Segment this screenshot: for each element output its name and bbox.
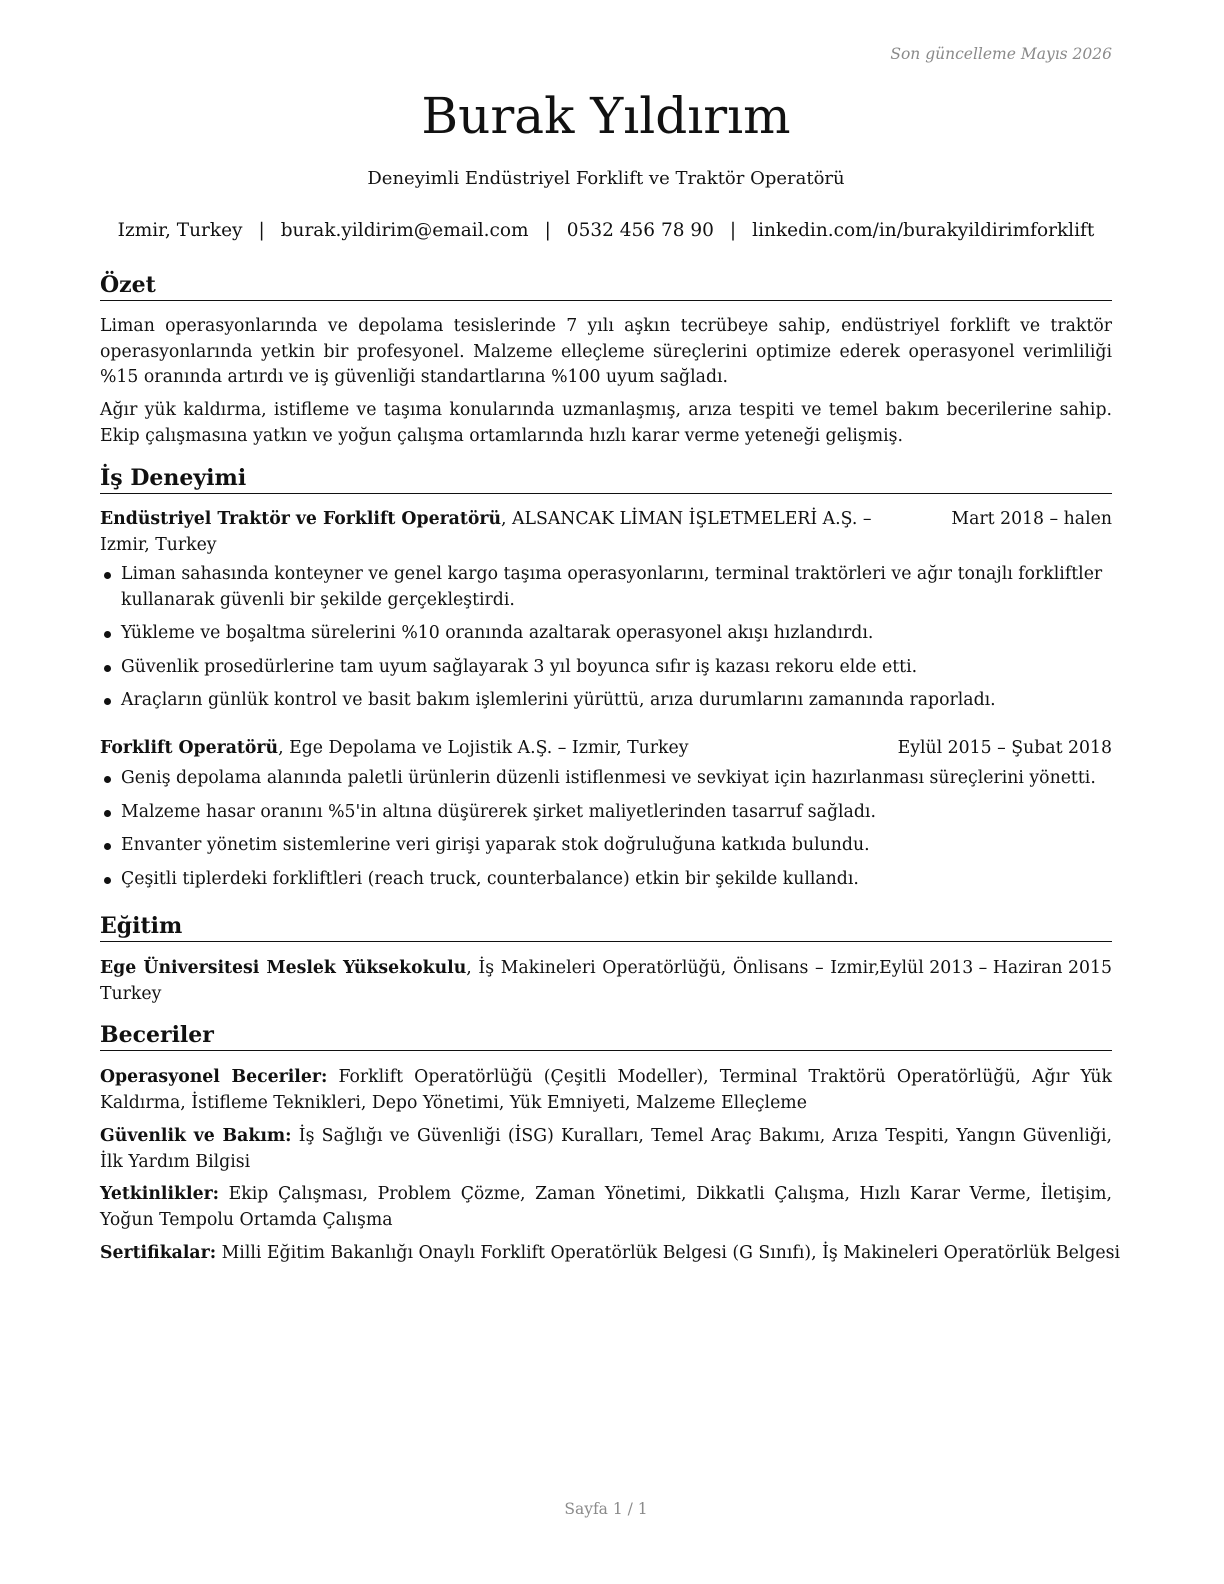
education-dates: Eylül 2013 – Haziran 2015 xyxy=(879,958,1112,978)
candidate-name: Burak Yıldırım xyxy=(421,87,791,145)
section-title-experience: İş Deneyimi xyxy=(100,464,1112,494)
contact-location: Izmir, Turkey xyxy=(117,220,243,241)
job-bullets xyxy=(100,766,1112,900)
job-header xyxy=(100,507,1112,558)
contact-email[interactable]: burak.yildirim@email.com xyxy=(280,220,529,241)
last-updated: Son güncelleme Mayıs 2026 xyxy=(890,45,1112,63)
job-dates: Mart 2018 – halen xyxy=(951,509,1112,529)
job-role: Endüstriyel Traktör ve Forklift Operatörü xyxy=(100,509,502,529)
education-details: , İş Makineleri Operatörlüğü, Önlisans – Izmir, Turkey xyxy=(100,958,880,1004)
skill-group xyxy=(100,1241,1121,1267)
list-item: Çeşitli tiplerdeki forkliftleri (reach truck, counterbalance) etkin bir şekilde kullandı. xyxy=(100,867,1112,893)
contact-separator: | xyxy=(544,220,551,241)
contact-line xyxy=(100,219,1112,243)
contact-separator: | xyxy=(258,220,265,241)
job-role: Forklift Operatörü xyxy=(100,738,279,758)
job-header xyxy=(100,736,1112,762)
job-bullets xyxy=(100,562,1112,722)
skill-value: Forklift Operatörlüğü (Çeşitli Modeller), Terminal Traktörü Operatörlüğü, Ağır Yük Kaldırma, İstifleme Teknikleri, Depo Yönetimi, Yük Emniyeti, Malzeme Elleçleme xyxy=(100,1067,1112,1113)
contact-linkedin[interactable]: linkedin.com/in/burakyildirimforklift xyxy=(752,220,1095,241)
skill-group xyxy=(100,1124,1112,1175)
skill-label: Güvenlik ve Bakım: xyxy=(100,1126,292,1146)
list-item: Malzeme hasar oranını %5'in altına düşürerek şirket maliyetlerinden tasarruf sağladı. xyxy=(100,800,1112,826)
skill-label: Yetkinlikler: xyxy=(100,1184,220,1204)
list-item: Yükleme ve boşaltma sürelerini %10 oranında azaltarak operasyonel akışı hızlandırdı. xyxy=(100,621,1112,647)
job-dates: Eylül 2015 – Şubat 2018 xyxy=(897,738,1112,758)
page-number: Sayfa 1 / 1 xyxy=(564,1500,648,1518)
job-company: , ALSANCAK LİMAN İŞLETMELERİ A.Ş. – Izmir, Turkey xyxy=(100,509,872,555)
list-item: Güvenlik prosedürlerine tam uyum sağlayarak 3 yıl boyunca sıfır iş kazası rekoru elde etti. xyxy=(100,655,1112,681)
section-title-education: Eğitim xyxy=(100,912,1112,942)
resume-page xyxy=(100,0,1121,1584)
skill-value: İş Sağlığı ve Güvenliği (İSG) Kuralları, Temel Araç Bakımı, Arıza Tespiti, Yangın Güvenliği, İlk Yardım Bilgisi xyxy=(100,1126,1112,1172)
headline: Deneyimli Endüstriyel Forklift ve Traktör Operatörü xyxy=(367,168,845,189)
skill-group xyxy=(100,1182,1112,1233)
list-item: Envanter yönetim sistemlerine veri girişi yaparak stok doğruluğuna katkıda bulundu. xyxy=(100,833,1112,859)
education-entry xyxy=(100,956,1112,1007)
summary-paragraph-1: Liman operasyonlarında ve depolama tesislerinde 7 yılı aşkın tecrübeye sahip, endüstriyel forklift ve traktör operasyonlarında yetkin bir profesyonel. Malzeme elleçleme süreçlerini optimize ederek operasyonel verimliliği %15 oranında artırdı ve iş güvenliği standartlarına %100 uyum sağladı. xyxy=(100,316,1112,387)
skill-value: Milli Eğitim Bakanlığı Onaylı Forklift Operatörlük Belgesi (G Sınıfı), İş Makineleri Operatörlük Belgesi xyxy=(216,1243,1121,1263)
skill-value: Ekip Çalışması, Problem Çözme, Zaman Yönetimi, Dikkatli Çalışma, Hızlı Karar Verme, İletişim, Yoğun Tempolu Ortamda Çalışma xyxy=(100,1184,1112,1230)
contact-phone[interactable]: 0532 456 78 90 xyxy=(566,220,714,241)
section-title-summary: Özet xyxy=(100,271,1112,301)
contact-separator: | xyxy=(729,220,737,241)
summary-paragraph-2: Ağır yük kaldırma, istifleme ve taşıma konularında uzmanlaşmış, arıza tespiti ve temel bakım becerilerine sahip. Ekip çalışmasına yatkın ve yoğun çalışma ortamlarında hızlı karar verme yeteneği gelişmiş. xyxy=(100,400,1112,446)
list-item: Araçların günlük kontrol ve basit bakım işlemlerini yürüttü, arıza durumlarını zamanında raporladı. xyxy=(100,688,1112,714)
list-item: Liman sahasında konteyner ve genel kargo taşıma operasyonlarını, terminal traktörleri ve ağır tonajlı forkliftler kullanarak güvenli bir şekilde gerçekleştirdi. xyxy=(100,562,1112,613)
skill-group xyxy=(100,1065,1112,1116)
section-title-skills: Beceriler xyxy=(100,1021,1112,1051)
education-school: Ege Üniversitesi Meslek Yüksekokulu xyxy=(100,958,467,978)
list-item: Geniş depolama alanında paletli ürünlerin düzenli istiflenmesi ve sevkiyat için hazırlanması süreçlerini yönetti. xyxy=(100,766,1112,792)
skill-label: Sertifikalar: xyxy=(100,1243,217,1263)
job-company: , Ege Depolama ve Lojistik A.Ş. – Izmir, Turkey xyxy=(278,738,689,758)
skill-label: Operasyonel Beceriler: xyxy=(100,1067,328,1087)
